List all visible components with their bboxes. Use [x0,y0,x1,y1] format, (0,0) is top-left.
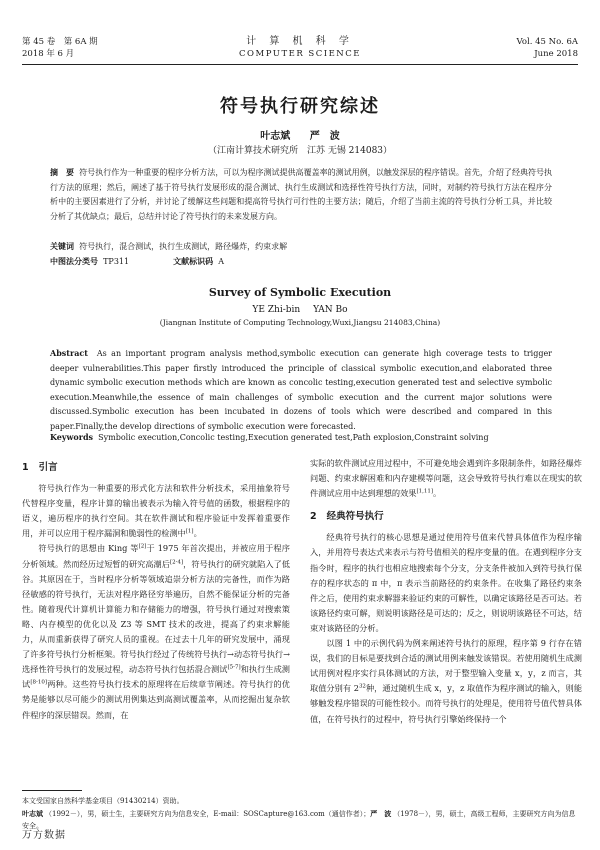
paragraph-text: 两种。这些符号执行技术的原理将在后续章节阐述。符号执行的优势是能够以尽可能少的测试用例集达到高测试覆盖率，从而挖掘出复杂软件程序的深层错误。然而，在 [22,679,290,720]
funding-note: 本文受国家自然科学基金项目（91430214）资助。 [22,797,184,805]
keywords-cn-text: 符号执行，混合测试，执行生成测试，路径爆炸，约束求解 [79,242,288,251]
body-column-left [22,456,290,723]
paragraph-text: 经典符号执行的核心思想是通过使用符号值来代替具体值作为程序输入，并用符号表达式来表示与符号值相关的程序变量的值。在遇到程序分支指令时，程序的执行也相应地搜索每个分支，分支条件被加入到符号执行保存的程序状态的 π 中，π 表示当前路径的约束条件。在收集了路径约束条件之后，使用约束求解器来验证约束的可解性，以确定该路径是否可达。若该路径约束可解，则说明该路径是可达的；反之，则说明该路径不可达，结束对该路径的分析。 [310,532,582,633]
section-title: 经典符号执行 [326,511,384,523]
header-right [517,36,578,60]
author-name-en: YAN Bo [313,305,348,315]
affiliation-cn: （江南计算技术研究所 江苏 无锡 214083） [207,146,393,156]
paragraph-text: 和执行生成测试 [22,664,290,690]
citation: [1] [185,528,194,535]
paragraph-text: 种，通过随机生成 x，y，z 取值作为程序测试的输入，则能够触发程序错误的可能性较小。而符号执行的处理是，使用符号值代替具体值，在符号执行的过程中，符号执行引擎始终保持一个 [310,683,583,724]
affiliation-en: (Jiangnan Institute of Computing Technology,Wuxi,Jiangsu 214083,China) [159,318,441,327]
doc-code-value: A [218,257,224,266]
section-heading [310,509,582,524]
section-title: 引言 [38,462,58,473]
date-cn: 2018 年 6 月 [22,49,75,59]
journal-name-cn: 计 算 机 科 学 [246,36,354,47]
author-note [22,808,578,833]
footnote-rule [22,790,82,791]
author-name: 严 波 [309,131,340,142]
classification [50,256,224,268]
authors-en [0,305,600,315]
keywords-cn [50,241,552,253]
paragraph [22,541,290,722]
journal-name-en: COMPUTER SCIENCE [239,49,361,59]
abstract-en-text: As an important program analysis method,symbolic execution can generate high coverage tests to trigger deeper vulnerabilities.This paper firstly introduced the principle of classical symbolic execution,and elaborated three dynamic symbolic execution methods which are known as concolic testing,execution generated test and selective symbolic execution.Meanwhile,the essence of main challenges of symbolic execution and the current major solutions were discussed.Symbolic execution has been incubated in dozens of tools which were described and compared in this paper.Finally,the develop directions of symbolic execution were forecasted. [50,349,553,431]
author-name-en: YE Zhi-bin [252,305,301,315]
citation: [1,11] [416,488,433,495]
body-column-right [310,456,582,727]
paragraph-text: 。 [433,488,442,499]
footnote-author-name: 严 波 [370,809,392,818]
volume-en: Vol. 45 No. 6A [516,37,578,47]
paper-title-en: Survey of Symbolic Execution [208,286,392,299]
paragraph [310,636,582,727]
date-en: June 2018 [534,49,578,59]
clc-label: 中图法分类号 [50,257,98,266]
abstract-en-label: Abstract [50,348,88,358]
header-center [22,36,578,60]
paragraph-text: 实际的软件测试应用过程中，不可避免地会遇到许多限制条件，如路径爆炸问题、约束求解困难和内存建模等问题，这会导致符号执行难以在现实的软件测试应用中达到理想的效果 [310,458,582,499]
section-number: 1 [22,462,29,473]
keywords-en-label: Keywords [50,432,94,442]
authors-cn [0,127,600,142]
header-rule [22,64,578,65]
footnote [22,795,578,833]
footnote-author-info: （1992－），男，硕士生，主要研究方向为信息安全，E-mail：SOSCapture@163.com（通信作者）； [45,809,371,818]
footnote-author-info: （1978－），男，硕士，高级工程师，主要研究方向为信息安全。 [22,809,576,830]
paragraph-text: 以图 1 中的示例代码为例来阐述符号执行的原理，程序第 9 行存在错误，我们的目标是要找到合适的测试用例来触发该错误。若使用随机生成测试用例对程序实行具体测试的方法，对于整型输入变量 x，y，z 而言，其取值分别有 2 [310,638,582,694]
paragraph-text: ，符号执行的研究就陷入了低谷。其原因在于，当时程序分析等领域追崇分析方法的完备性，而作为路径敏感的符号执行，无法对程序路径穷举遍历，自然不能保证分析的完备性。随着现代计算机计算能力和存储能力的增强，符号执行通过对搜索策略、内存模型的优化以及 Z3 等 SMT 技术的改进，提高了约束求解能力，从而重新获得了研究人员的重视。在过去十几年的研究发展中，涌现了许多符号执行分析框架。符号执行经过了传统符号执行→动态符号执行→选择性符号执行的发展过程，动态符号执行包括混合测试 [22,558,290,675]
abstract-cn [50,166,552,224]
abstract-en [50,346,552,435]
keywords-cn-label: 关键词 [50,242,74,251]
footnote-author-name: 叶志斌 [22,809,43,818]
keywords-en [50,431,552,444]
citation: [2-4] [169,558,184,565]
keywords-en-text: Symbolic execution,Concolic testing,Execution generated test,Path explosion,Constraint solving [98,433,489,442]
citation: [2] [138,543,147,550]
author-name: 叶志斌 [260,131,291,142]
citation: [5-7] [227,664,241,671]
paragraph-text: 。 [193,528,202,539]
clc-value: TP311 [103,257,130,266]
citation: [8-10] [30,679,48,686]
paragraph-text: 于 1975 年首次提出，并被应用于程序分析领域。然而经历过短暂的研究高潮后 [22,543,290,569]
watermark: 万方数据 [22,830,66,841]
paragraph [310,530,582,636]
abstract-cn-label: 摘 要 [50,168,75,177]
doc-code-label: 文献标识码 [173,257,214,266]
paragraph [22,481,290,541]
abstract-cn-text: 符号执行作为一种重要的程序分析方法，可以为程序测试提供高覆盖率的测试用例，以触发深层的程序错误。首先，介绍了经典符号执行方法的原理；然后，阐述了基于符号执行发展形成的混合测试、执行生成测试和选择性符号执行方法，同时，对制约符号执行方法在程序分析中的主要因素进行了分析，并讨论了缓解这些问题和提高符号执行可行性的主要方法；随后，介绍了当前主流的符号执行分析工具，并比较分析了其优缺点；最后，总结并讨论了符号执行的未来发展方向。 [50,168,552,221]
paragraph-text: 符号执行作为一种重要的形式化方法和软件分析技术，采用抽象符号代替程序变量，程序计算的输出被表示为输入符号值的函数，根据程序的语义，遍历程序的执行空间。其在软件测试和程序验证中发挥着重要作用，并可以应用于程序漏洞和脆弱性的检测中 [22,483,290,539]
paper-title-cn: 符号执行研究综述 [220,96,380,117]
volume-cn: 第 45 卷 第 6A 期 [22,37,98,47]
paragraph [310,456,582,501]
superscript: 32 [358,683,366,690]
section-heading [22,460,290,475]
paragraph-text: 符号执行的思想由 King 等 [38,543,139,554]
section-number: 2 [310,511,317,523]
